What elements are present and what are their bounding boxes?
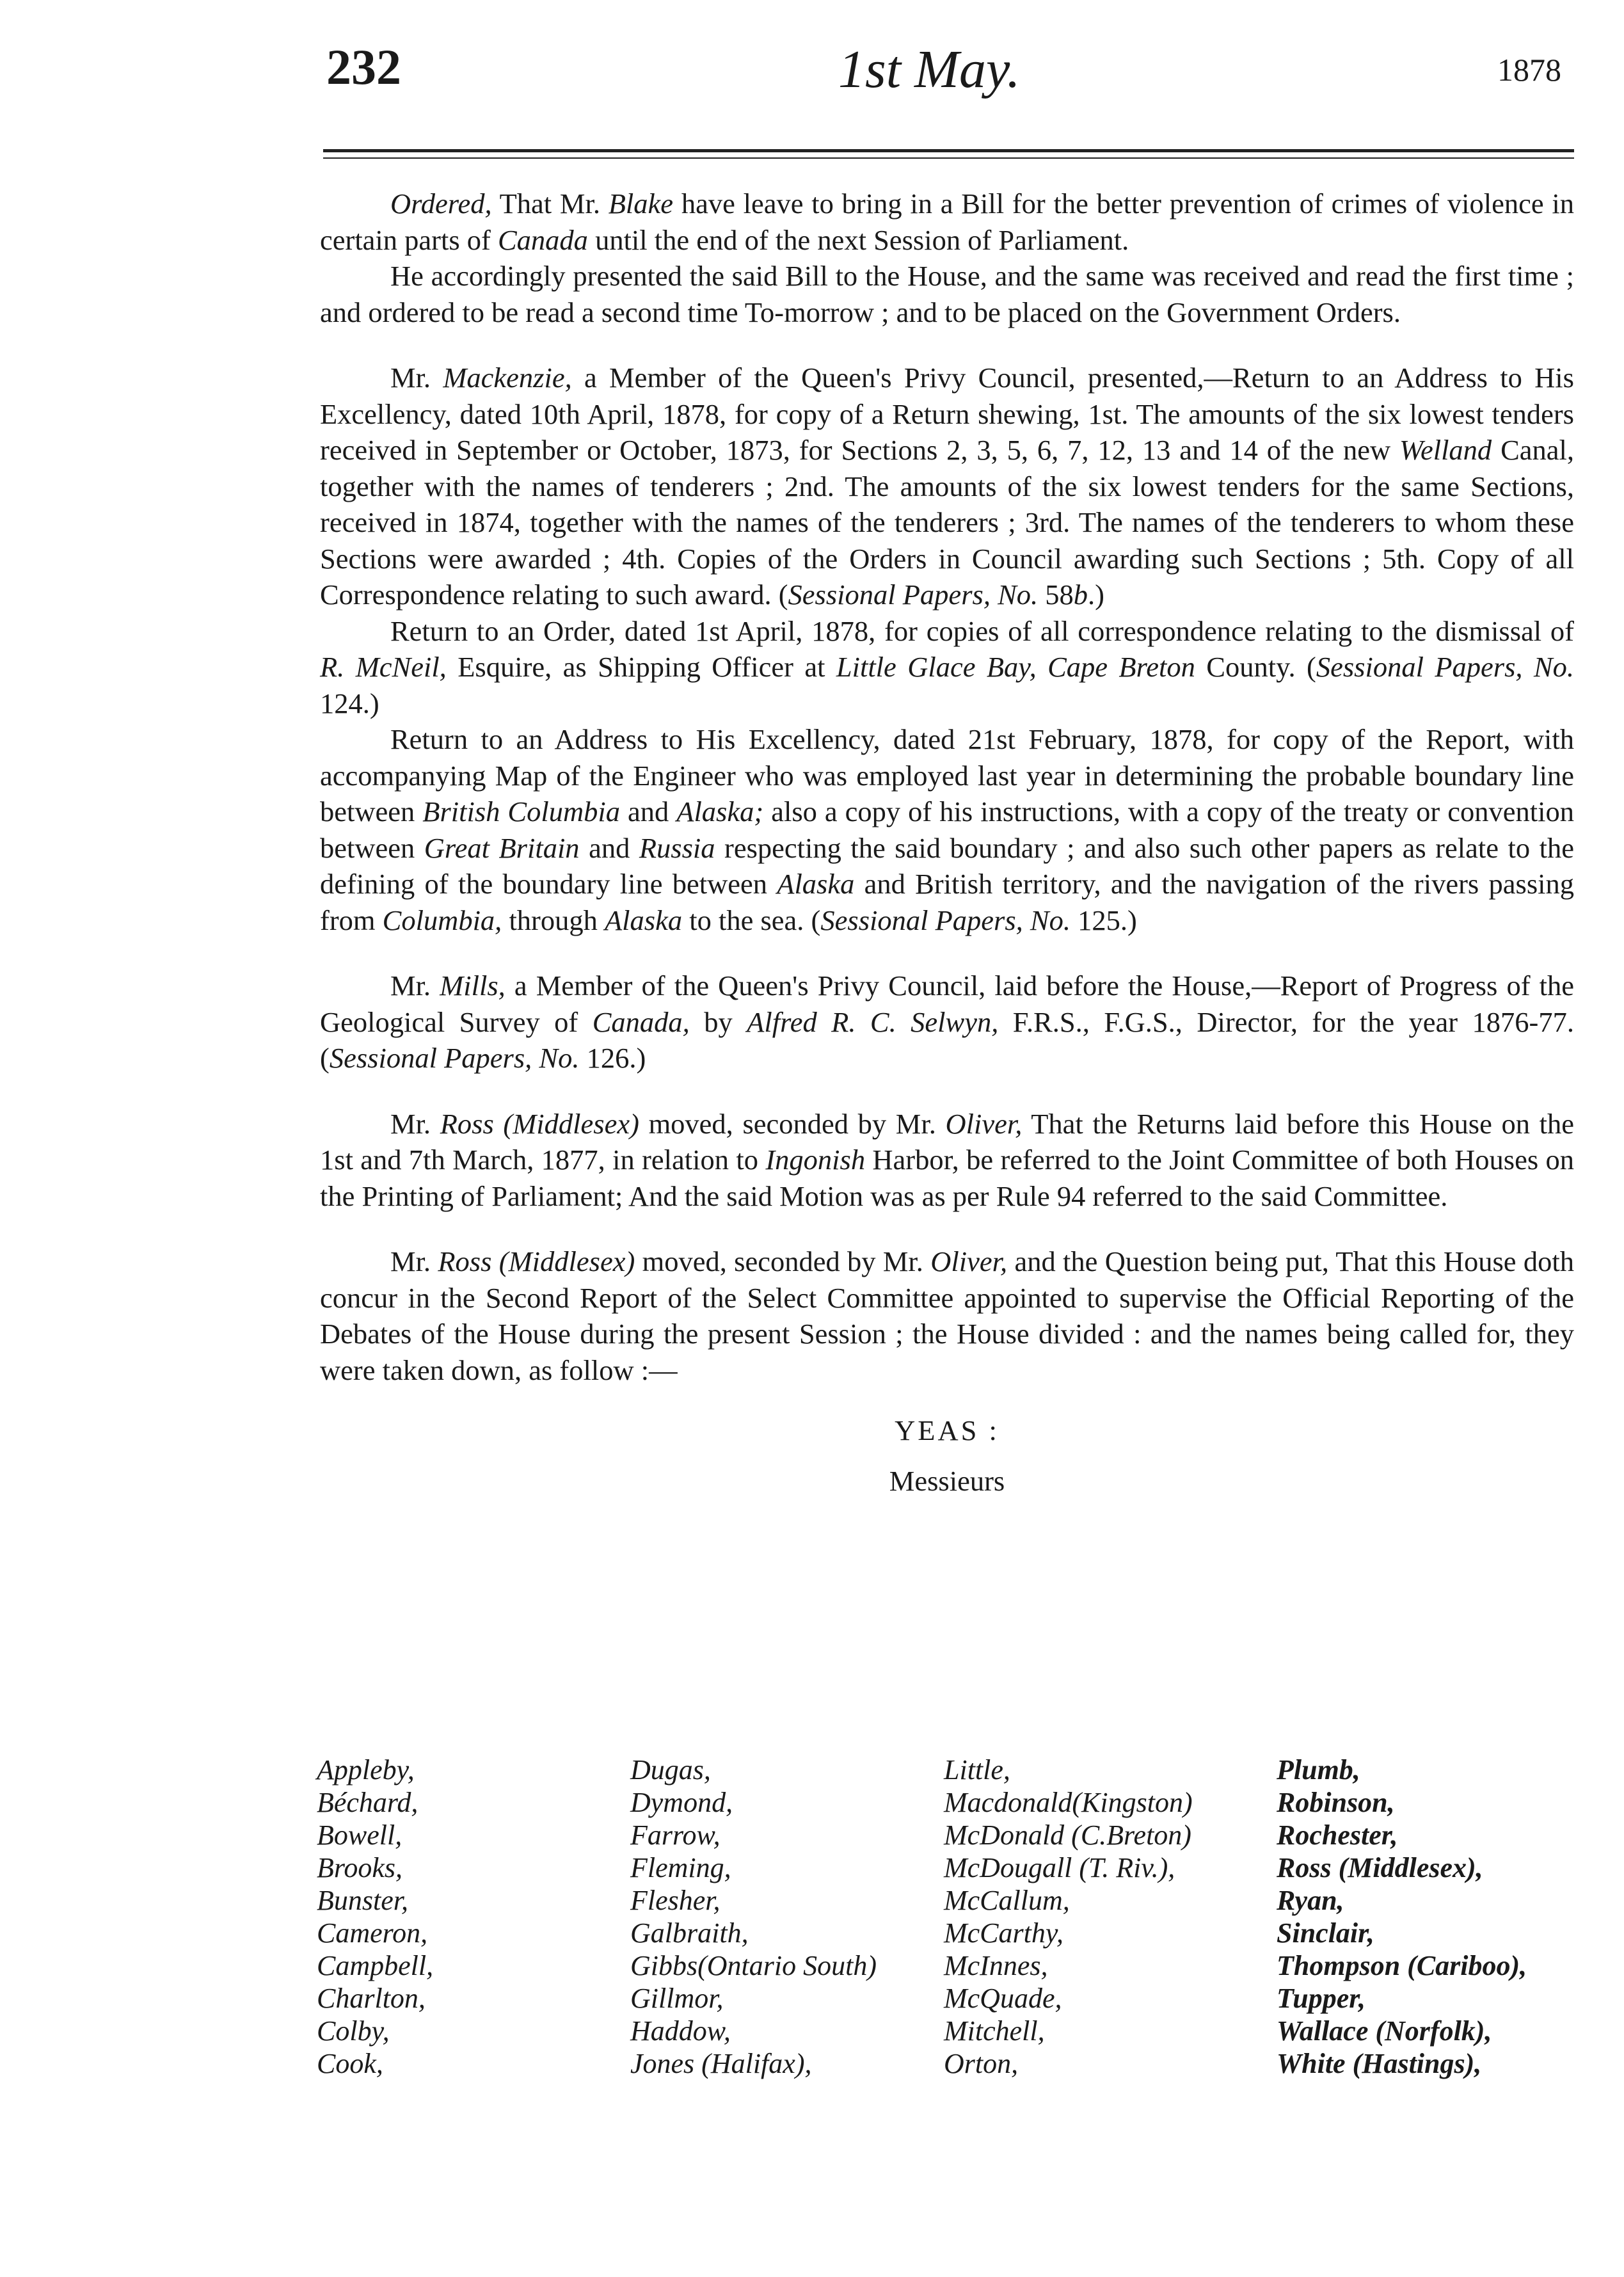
italic-run: Oliver, — [945, 1107, 1023, 1140]
italic-run: Great Britain — [424, 831, 580, 864]
text-run: and British territory, and the navigation of the rivers passing from — [320, 868, 1574, 936]
italic-run: Mackenzie, — [443, 362, 572, 394]
member-name: Dymond, — [630, 1787, 733, 1818]
text-run: have leave to bring in a Bill for the better prevention of crimes of violence in certain parts of — [320, 188, 1574, 256]
member-name: Macdonald(Kingston) — [944, 1787, 1193, 1818]
member-name: Plumb, — [1277, 1754, 1360, 1786]
member-name: Farrow, — [630, 1819, 720, 1851]
italic-run: Little Glace Bay, Cape Breton — [836, 651, 1195, 683]
division-subheading: Messieurs — [889, 1464, 1005, 1497]
paragraph — [320, 721, 1574, 938]
member-name: Gillmor, — [630, 1983, 724, 2014]
text-run: 126.) — [579, 1042, 646, 1074]
member-name: Colby, — [317, 2015, 390, 2047]
text-run: F.R.S., F.G.S., Director, for the year 1876-77. ( — [320, 1005, 1575, 1074]
italic-run: Russia — [639, 831, 715, 864]
paragraph — [320, 613, 1574, 722]
member-name: McCarthy, — [944, 1917, 1063, 1949]
text-run: through — [502, 904, 605, 936]
document-body — [320, 186, 1574, 1499]
italic-run: Ross (Middlesex) — [440, 1107, 639, 1140]
yeas-name-list — [317, 1754, 1584, 2080]
italic-run: Alaska — [777, 868, 855, 900]
text-run: .) — [1088, 579, 1104, 611]
member-name: Wallace (Norfolk), — [1277, 2015, 1492, 2047]
text-run: Mr. — [390, 970, 440, 1002]
italic-run: Columbia, — [382, 904, 502, 936]
member-name: Haddow, — [630, 2015, 731, 2047]
text-run: Mr. — [390, 1245, 438, 1277]
text-run: respecting the said boundary ; and also such other papers as relate to the defining of the boundary line between — [320, 831, 1574, 900]
header-rule-thick — [323, 149, 1574, 152]
member-name: Mitchell, — [944, 2015, 1045, 2047]
italic-run: b — [1073, 579, 1088, 611]
text-run: 125.) — [1071, 904, 1137, 936]
names-column — [1277, 1754, 1584, 2080]
names-column — [630, 1754, 944, 2080]
names-column — [317, 1754, 630, 2080]
italic-run: Sessional Papers, No. — [1316, 651, 1574, 683]
italic-run: Canada, — [592, 1005, 690, 1038]
italic-run: Oliver, — [930, 1245, 1008, 1277]
text-run: also a copy of his instructions, with a copy of the treaty or convention between — [320, 795, 1574, 864]
member-name: Brooks, — [317, 1852, 403, 1883]
member-name: Little, — [944, 1754, 1010, 1786]
member-name: McQuade, — [944, 1983, 1062, 2014]
member-name: Rochester, — [1277, 1819, 1398, 1851]
paragraph — [320, 968, 1574, 1076]
text-run: He accordingly presented the said Bill to the House, and the same was received and read the first time ; and ordered to be read a second time To-morrow ; and to be placed on the Government Orders. — [320, 260, 1574, 328]
member-name: Appleby, — [317, 1754, 415, 1786]
member-name: Ross (Middlesex), — [1277, 1852, 1483, 1883]
member-name: McDonald (C.Breton) — [944, 1819, 1191, 1851]
italic-run: Welland — [1399, 434, 1492, 466]
member-name: Dugas, — [630, 1754, 711, 1786]
text-run: a Member of the Queen's Privy Council, presented,—Return to an Address to His Excellency, dated 10th April, 1878, for copy of a Return shewing, 1st. The amounts of the six lowest tenders received in September or October, 1873, for Sections 2, 3, 5, 6, 7, 12, 13 and 14 of the new — [320, 362, 1574, 466]
member-name: Sinclair, — [1277, 1917, 1374, 1949]
text-run: Esquire, as Shipping Officer at — [446, 651, 836, 683]
paragraph — [320, 360, 1574, 613]
page-number: 232 — [326, 39, 401, 95]
text-run: Mr. — [390, 1107, 440, 1140]
member-name: Cook, — [317, 2048, 383, 2079]
text-run: and the Question being put, That this House doth concur in the Second Report of the Select Committee appointed to supervise the Official Reporting of the Debates of the House during the present Session ; the House divided : and the names being called for, they were taken down, as follow :— — [320, 1245, 1574, 1386]
member-name: Tupper, — [1277, 1983, 1365, 2014]
member-name: Charlton, — [317, 1983, 426, 2014]
text-run: 124.) — [320, 687, 379, 719]
division-heading: YEAS : — [895, 1414, 999, 1446]
text-run: Mr. — [390, 362, 443, 394]
member-name: Campbell, — [317, 1950, 434, 1981]
text-run: That the Returns laid before this House on the 1st and 7th March, 1877, in relation to — [320, 1107, 1574, 1176]
italic-run: Canada — [498, 223, 588, 256]
italic-run: Mills, — [440, 970, 506, 1002]
paragraph — [320, 186, 1574, 258]
member-name: Béchard, — [317, 1787, 418, 1818]
italic-run: Sessional Papers, No. — [820, 904, 1071, 936]
text-run: to the sea. ( — [682, 904, 821, 936]
text-run: Harbor, be referred to the Joint Committee of both Houses on the Printing of Parliament; And the said Motion was as per Rule 94 referred to the said Committee. — [320, 1144, 1574, 1212]
member-name: Flesher, — [630, 1885, 720, 1916]
member-name: Ryan, — [1277, 1885, 1344, 1916]
italic-run: Sessional Papers, No. — [788, 579, 1039, 611]
italic-run: Ingonish — [765, 1144, 866, 1176]
italic-run: Blake — [608, 188, 674, 220]
member-name: Gibbs(Ontario South) — [630, 1950, 877, 1981]
member-name: Jones (Halifax), — [630, 2048, 812, 2079]
italic-run: Ordered, — [390, 188, 492, 220]
text-run: and — [619, 795, 677, 827]
paragraph — [320, 258, 1574, 330]
member-name: McCallum, — [944, 1885, 1070, 1916]
text-run: Return to an Address to His Excellency, dated 21st February, 1878, for copy of the Report, with accompanying Map of the Engineer who was employed last year in determining the probable boundary line between — [320, 723, 1574, 827]
member-name: Cameron, — [317, 1917, 428, 1949]
italic-run: Alaska — [605, 904, 683, 936]
member-name: Galbraith, — [630, 1917, 749, 1949]
names-column — [944, 1754, 1277, 2080]
italic-run: British Columbia — [422, 795, 620, 827]
italic-run: Alfred R. C. Selwyn, — [747, 1005, 999, 1038]
member-name: Bowell, — [317, 1819, 402, 1851]
paragraph — [320, 1106, 1574, 1215]
text-run: County. ( — [1195, 651, 1316, 683]
text-run: Canal, together with the names of tenderers ; 2nd. The amounts of the six lowest tenders for the same Sections, received in 1874, together with the names of the tenderers ; 3rd. The names of the tenderers to whom these Sections were awarded ; 4th. Copies of the Orders in Council awarding such Sections ; 5th. Copy of all Correspondence relating to such award. ( — [320, 434, 1574, 611]
page-year: 1878 — [1497, 52, 1561, 88]
member-name: McInnes, — [944, 1950, 1048, 1981]
text-run: by — [689, 1005, 747, 1038]
text-run: a Member of the Queen's Privy Council, laid before the House,—Report of Progress of the Geological Survey of — [320, 970, 1574, 1038]
member-name: Fleming, — [630, 1852, 731, 1883]
member-name: White (Hastings), — [1277, 2048, 1482, 2079]
text-run: and — [579, 831, 639, 864]
member-name: Thompson (Cariboo), — [1277, 1950, 1527, 1981]
text-run: moved, seconded by Mr. — [635, 1245, 931, 1277]
header-rule-thin — [323, 157, 1574, 159]
member-name: Bunster, — [317, 1885, 408, 1916]
member-name: Orton, — [944, 2048, 1019, 2079]
text-run: until the end of the next Session of Parliament. — [587, 223, 1129, 256]
text-run: That Mr. — [491, 188, 609, 220]
text-run: 58 — [1038, 579, 1074, 611]
member-name: Robinson, — [1277, 1787, 1395, 1818]
member-name: McDougall (T. Riv.), — [944, 1852, 1175, 1883]
italic-run: Ross (Middlesex) — [438, 1245, 635, 1277]
italic-run: R. McNeil, — [320, 651, 447, 683]
text-run: Return to an Order, dated 1st April, 1878, for copies of all correspondence relating to the dismissal of — [390, 614, 1574, 647]
paragraph — [320, 1243, 1574, 1388]
text-run: moved, seconded by Mr. — [639, 1107, 946, 1140]
italic-run: Sessional Papers, No. — [329, 1042, 580, 1074]
page-title: 1st May. — [838, 40, 1021, 99]
italic-run: Alaska; — [676, 795, 764, 827]
